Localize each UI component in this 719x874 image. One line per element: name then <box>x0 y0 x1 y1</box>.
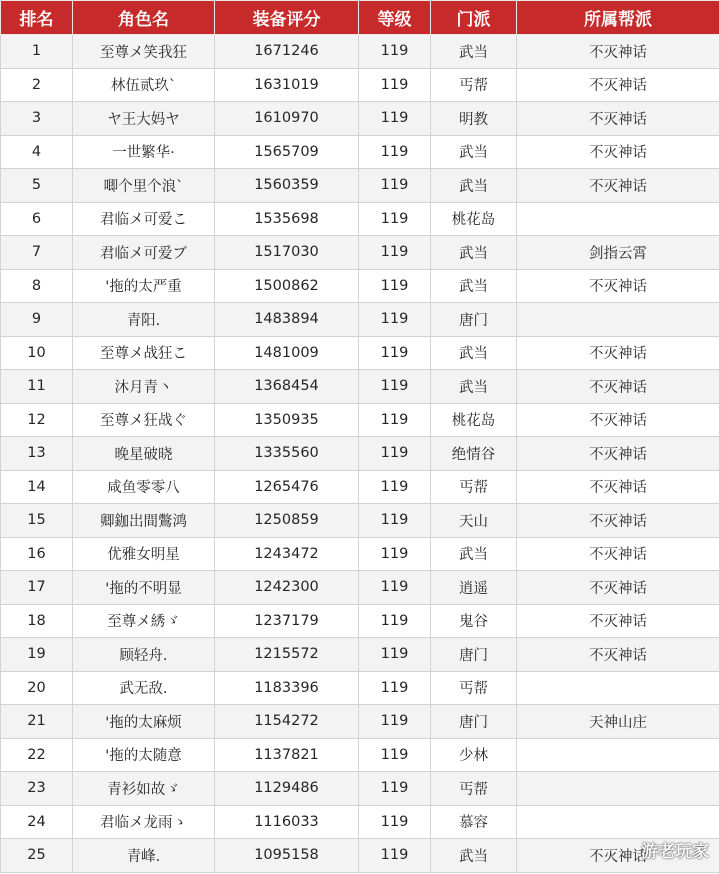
guild-cell: 不灭神话 <box>517 839 719 873</box>
rank-cell: 1 <box>1 35 73 69</box>
role-name-cell: 晚星破晓 <box>73 437 215 471</box>
gear-score-cell: 1560359 <box>215 169 359 203</box>
role-name-cell: 林伍贰玖` <box>73 68 215 102</box>
gear-score-cell: 1242300 <box>215 571 359 605</box>
rank-cell: 21 <box>1 705 73 739</box>
guild-cell: 不灭神话 <box>517 35 719 69</box>
rank-cell: 5 <box>1 169 73 203</box>
sect-cell: 唐门 <box>431 303 517 337</box>
rank-cell: 3 <box>1 102 73 136</box>
guild-cell <box>517 805 719 839</box>
level-cell: 119 <box>359 336 431 370</box>
header-guild: 所属帮派 <box>517 1 719 35</box>
table-row <box>1 135 719 169</box>
table-row <box>1 403 719 437</box>
table-row <box>1 303 719 337</box>
level-cell: 119 <box>359 169 431 203</box>
level-cell: 119 <box>359 403 431 437</box>
level-cell: 119 <box>359 437 431 471</box>
rank-cell: 19 <box>1 638 73 672</box>
role-name-cell: 至尊メ綉ゞ <box>73 604 215 638</box>
table-row <box>1 102 719 136</box>
gear-score-cell: 1095158 <box>215 839 359 873</box>
gear-score-cell: 1183396 <box>215 671 359 705</box>
gear-score-cell: 1368454 <box>215 370 359 404</box>
rank-cell: 14 <box>1 470 73 504</box>
rank-cell: 16 <box>1 537 73 571</box>
role-name-cell: 咸鱼零零八 <box>73 470 215 504</box>
gear-score-cell: 1565709 <box>215 135 359 169</box>
role-name-cell: 青阳. <box>73 303 215 337</box>
table-row <box>1 537 719 571</box>
table-row <box>1 571 719 605</box>
header-role-name: 角色名 <box>73 1 215 35</box>
level-cell: 119 <box>359 805 431 839</box>
table-row <box>1 504 719 538</box>
table-row <box>1 671 719 705</box>
level-cell: 119 <box>359 135 431 169</box>
table-row <box>1 437 719 471</box>
level-cell: 119 <box>359 303 431 337</box>
role-name-cell: 青衫如故ゞ <box>73 772 215 806</box>
role-name-cell: 至尊メ战狂こ <box>73 336 215 370</box>
rank-cell: 23 <box>1 772 73 806</box>
guild-cell: 不灭神话 <box>517 403 719 437</box>
gear-score-cell: 1631019 <box>215 68 359 102</box>
level-cell: 119 <box>359 705 431 739</box>
sect-cell: 桃花岛 <box>431 403 517 437</box>
sect-cell: 桃花岛 <box>431 202 517 236</box>
level-cell: 119 <box>359 537 431 571</box>
sect-cell: 丐帮 <box>431 470 517 504</box>
role-name-cell: 沐月青丶 <box>73 370 215 404</box>
rank-cell: 22 <box>1 738 73 772</box>
table-row <box>1 202 719 236</box>
table-row <box>1 336 719 370</box>
table-row <box>1 269 719 303</box>
table-row <box>1 68 719 102</box>
table-row <box>1 705 719 739</box>
sect-cell: 逍遥 <box>431 571 517 605</box>
level-cell: 119 <box>359 772 431 806</box>
table-row <box>1 35 719 69</box>
sect-cell: 唐门 <box>431 638 517 672</box>
rank-cell: 6 <box>1 202 73 236</box>
guild-cell: 不灭神话 <box>517 537 719 571</box>
gear-score-cell: 1137821 <box>215 738 359 772</box>
role-name-cell: ヤ王大妈ヤ <box>73 102 215 136</box>
rank-cell: 15 <box>1 504 73 538</box>
gear-score-cell: 1500862 <box>215 269 359 303</box>
rank-cell: 2 <box>1 68 73 102</box>
guild-cell <box>517 772 719 806</box>
rank-cell: 12 <box>1 403 73 437</box>
rank-cell: 11 <box>1 370 73 404</box>
sect-cell: 丐帮 <box>431 68 517 102</box>
role-name-cell: 至尊メ狂战ぐ <box>73 403 215 437</box>
header-level: 等级 <box>359 1 431 35</box>
sect-cell: 武当 <box>431 35 517 69</box>
gear-score-cell: 1250859 <box>215 504 359 538</box>
rank-cell: 24 <box>1 805 73 839</box>
level-cell: 119 <box>359 68 431 102</box>
sect-cell: 武当 <box>431 336 517 370</box>
role-name-cell: '拖的太严重 <box>73 269 215 303</box>
guild-cell: 不灭神话 <box>517 638 719 672</box>
sect-cell: 武当 <box>431 537 517 571</box>
table-row <box>1 638 719 672</box>
guild-cell: 不灭神话 <box>517 102 719 136</box>
role-name-cell: 唧个里个浪` <box>73 169 215 203</box>
gear-score-cell: 1517030 <box>215 236 359 270</box>
sect-cell: 天山 <box>431 504 517 538</box>
level-cell: 119 <box>359 571 431 605</box>
gear-score-cell: 1215572 <box>215 638 359 672</box>
gear-score-cell: 1243472 <box>215 537 359 571</box>
sect-cell: 武当 <box>431 169 517 203</box>
guild-cell: 剑指云霄 <box>517 236 719 270</box>
sect-cell: 少林 <box>431 738 517 772</box>
header-gear-score: 装备评分 <box>215 1 359 35</box>
table-row <box>1 604 719 638</box>
guild-cell <box>517 202 719 236</box>
role-name-cell: 青峰. <box>73 839 215 873</box>
sect-cell: 丐帮 <box>431 671 517 705</box>
rank-cell: 20 <box>1 671 73 705</box>
gear-score-cell: 1671246 <box>215 35 359 69</box>
header-sect: 门派 <box>431 1 517 35</box>
sect-cell: 绝情谷 <box>431 437 517 471</box>
rank-cell: 4 <box>1 135 73 169</box>
ranking-table-body <box>1 35 719 873</box>
guild-cell: 不灭神话 <box>517 370 719 404</box>
table-row <box>1 236 719 270</box>
gear-score-cell: 1535698 <box>215 202 359 236</box>
level-cell: 119 <box>359 35 431 69</box>
sect-cell: 武当 <box>431 370 517 404</box>
sect-cell: 武当 <box>431 839 517 873</box>
guild-cell: 不灭神话 <box>517 470 719 504</box>
level-cell: 119 <box>359 236 431 270</box>
role-name-cell: 至尊メ笑我狂 <box>73 35 215 69</box>
role-name-cell: 君临メ可爱こ <box>73 202 215 236</box>
rank-cell: 18 <box>1 604 73 638</box>
guild-cell: 不灭神话 <box>517 169 719 203</box>
guild-cell: 不灭神话 <box>517 269 719 303</box>
gear-score-cell: 1237179 <box>215 604 359 638</box>
rank-cell: 13 <box>1 437 73 471</box>
sect-cell: 唐门 <box>431 705 517 739</box>
rank-cell: 10 <box>1 336 73 370</box>
gear-score-cell: 1481009 <box>215 336 359 370</box>
ranking-table-header <box>1 1 719 35</box>
sect-cell: 丐帮 <box>431 772 517 806</box>
level-cell: 119 <box>359 202 431 236</box>
sect-cell: 鬼谷 <box>431 604 517 638</box>
guild-cell <box>517 671 719 705</box>
role-name-cell: 君临メ可爱ブ <box>73 236 215 270</box>
gear-score-cell: 1129486 <box>215 772 359 806</box>
header-row <box>1 1 719 35</box>
rank-cell: 17 <box>1 571 73 605</box>
guild-cell: 不灭神话 <box>517 571 719 605</box>
gear-score-cell: 1116033 <box>215 805 359 839</box>
role-name-cell: 武无敌. <box>73 671 215 705</box>
role-name-cell: '拖的不明显 <box>73 571 215 605</box>
level-cell: 119 <box>359 102 431 136</box>
table-row <box>1 169 719 203</box>
guild-cell: 不灭神话 <box>517 135 719 169</box>
gear-score-cell: 1265476 <box>215 470 359 504</box>
rank-cell: 25 <box>1 839 73 873</box>
guild-cell: 不灭神话 <box>517 336 719 370</box>
role-name-cell: 优雅女明星 <box>73 537 215 571</box>
table-row <box>1 470 719 504</box>
role-name-cell: 顾轻舟. <box>73 638 215 672</box>
gear-score-cell: 1350935 <box>215 403 359 437</box>
level-cell: 119 <box>359 671 431 705</box>
level-cell: 119 <box>359 269 431 303</box>
level-cell: 119 <box>359 604 431 638</box>
table-row <box>1 805 719 839</box>
role-name-cell: '拖的太麻烦 <box>73 705 215 739</box>
role-name-cell: 一世繁华· <box>73 135 215 169</box>
table-row <box>1 738 719 772</box>
header-rank: 排名 <box>1 1 73 35</box>
sect-cell: 武当 <box>431 269 517 303</box>
watermark: 游老玩家 <box>641 842 709 862</box>
level-cell: 119 <box>359 470 431 504</box>
gear-score-cell: 1610970 <box>215 102 359 136</box>
rank-cell: 7 <box>1 236 73 270</box>
rank-cell: 8 <box>1 269 73 303</box>
gear-score-cell: 1483894 <box>215 303 359 337</box>
table-row <box>1 772 719 806</box>
guild-cell: 不灭神话 <box>517 68 719 102</box>
level-cell: 119 <box>359 370 431 404</box>
role-name-cell: 卿鉫岀間鷩鸿 <box>73 504 215 538</box>
sect-cell: 武当 <box>431 135 517 169</box>
level-cell: 119 <box>359 738 431 772</box>
guild-cell: 不灭神话 <box>517 504 719 538</box>
sect-cell: 武当 <box>431 236 517 270</box>
level-cell: 119 <box>359 638 431 672</box>
guild-cell <box>517 303 719 337</box>
guild-cell: 不灭神话 <box>517 437 719 471</box>
guild-cell <box>517 738 719 772</box>
role-name-cell: '拖的太随意 <box>73 738 215 772</box>
sect-cell: 慕容 <box>431 805 517 839</box>
table-row <box>1 839 719 873</box>
gear-score-cell: 1154272 <box>215 705 359 739</box>
guild-cell: 天神山庄 <box>517 705 719 739</box>
role-name-cell: 君临メ龙雨ゝ <box>73 805 215 839</box>
table-row <box>1 370 719 404</box>
level-cell: 119 <box>359 839 431 873</box>
sect-cell: 明教 <box>431 102 517 136</box>
level-cell: 119 <box>359 504 431 538</box>
gear-score-cell: 1335560 <box>215 437 359 471</box>
rank-cell: 9 <box>1 303 73 337</box>
guild-cell: 不灭神话 <box>517 604 719 638</box>
